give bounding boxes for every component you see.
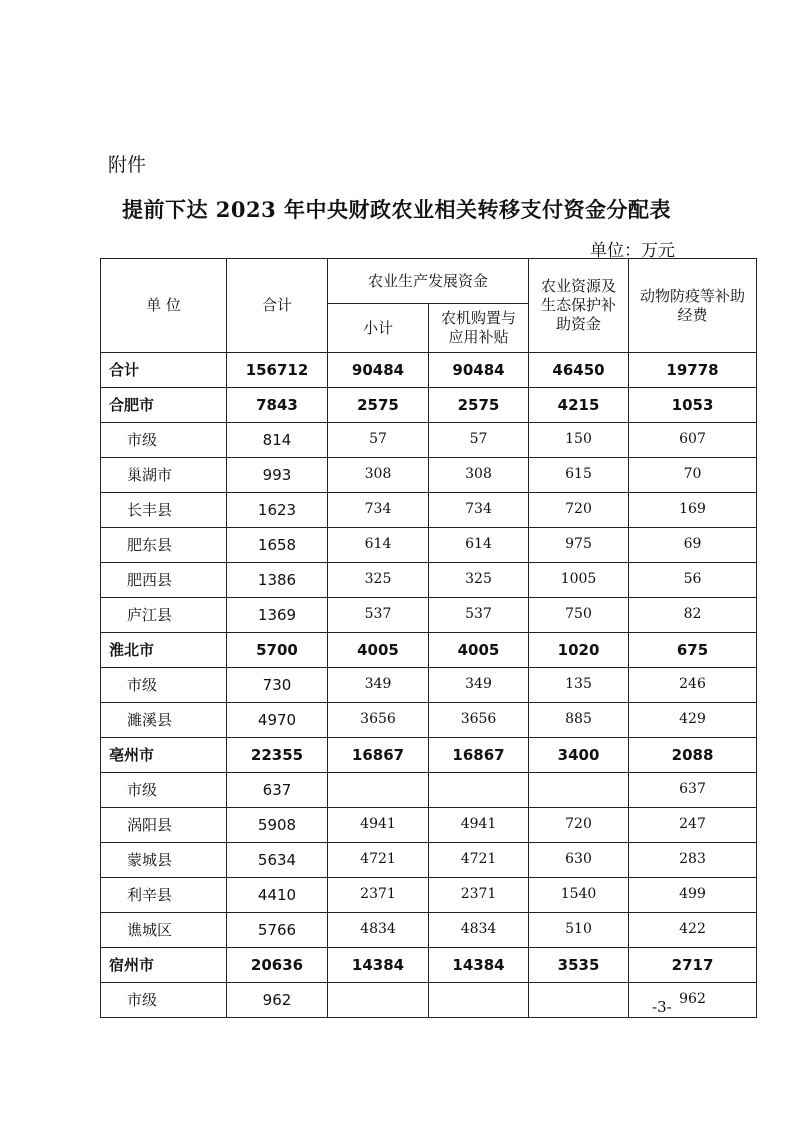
page-number: -3- (652, 998, 672, 1016)
cell-subtotal: 2575 (328, 388, 429, 423)
table-row-total (101, 353, 757, 388)
row-unit-name: 庐江县 (101, 598, 227, 633)
cell-machinery: 734 (429, 493, 529, 528)
header-total: 合计 (227, 259, 328, 353)
cell-animal: 169 (629, 493, 757, 528)
table-row (101, 703, 757, 738)
cell-subtotal: 4721 (328, 843, 429, 878)
cell-machinery: 2575 (429, 388, 529, 423)
header-row-1 (101, 259, 757, 304)
cell-total: 4410 (227, 878, 328, 913)
row-unit-name: 市级 (101, 983, 227, 1018)
cell-resources: 1540 (529, 878, 629, 913)
page-title: 提前下达 2023 年中央财政农业相关转移支付资金分配表 (121, 197, 672, 222)
cell-machinery: 325 (429, 563, 529, 598)
row-unit-name: 蒙城县 (101, 843, 227, 878)
cell-machinery: 537 (429, 598, 529, 633)
table-row-city (101, 738, 757, 773)
cell-resources: 975 (529, 528, 629, 563)
cell-subtotal: 349 (328, 668, 429, 703)
cell-subtotal: 325 (328, 563, 429, 598)
cell-total: 1386 (227, 563, 328, 598)
cell-resources (529, 773, 629, 808)
cell-resources: 4215 (529, 388, 629, 423)
cell-subtotal: 614 (328, 528, 429, 563)
cell-animal: 19778 (629, 353, 757, 388)
cell-subtotal: 3656 (328, 703, 429, 738)
cell-subtotal: 308 (328, 458, 429, 493)
cell-resources: 615 (529, 458, 629, 493)
cell-machinery: 349 (429, 668, 529, 703)
header-subtotal: 小计 (328, 304, 429, 353)
table-row (101, 458, 757, 493)
cell-subtotal (328, 983, 429, 1018)
row-unit-name: 合计 (101, 353, 227, 388)
cell-total: 1369 (227, 598, 328, 633)
cell-machinery: 57 (429, 423, 529, 458)
row-unit-name: 市级 (101, 668, 227, 703)
cell-machinery: 4005 (429, 633, 529, 668)
cell-total: 730 (227, 668, 328, 703)
cell-animal: 637 (629, 773, 757, 808)
cell-total: 993 (227, 458, 328, 493)
cell-resources: 1020 (529, 633, 629, 668)
header-agri-group: 农业生产发展资金 (328, 259, 529, 304)
cell-resources: 630 (529, 843, 629, 878)
row-unit-name: 市级 (101, 423, 227, 458)
cell-machinery: 4834 (429, 913, 529, 948)
table-row (101, 843, 757, 878)
row-unit-name: 利辛县 (101, 878, 227, 913)
cell-subtotal (328, 773, 429, 808)
cell-subtotal: 734 (328, 493, 429, 528)
cell-machinery: 90484 (429, 353, 529, 388)
cell-resources: 720 (529, 808, 629, 843)
table-row-city (101, 388, 757, 423)
cell-total: 22355 (227, 738, 328, 773)
header-animal: 动物防疫等补助经费 (629, 259, 757, 353)
cell-animal: 675 (629, 633, 757, 668)
table-row (101, 773, 757, 808)
cell-machinery: 16867 (429, 738, 529, 773)
cell-machinery: 308 (429, 458, 529, 493)
cell-total: 7843 (227, 388, 328, 423)
cell-machinery: 4941 (429, 808, 529, 843)
table-row (101, 668, 757, 703)
cell-resources: 135 (529, 668, 629, 703)
table-row-city (101, 633, 757, 668)
row-unit-name: 涡阳县 (101, 808, 227, 843)
cell-machinery: 614 (429, 528, 529, 563)
cell-total: 1658 (227, 528, 328, 563)
cell-resources: 750 (529, 598, 629, 633)
cell-machinery: 14384 (429, 948, 529, 983)
cell-machinery: 2371 (429, 878, 529, 913)
cell-total: 814 (227, 423, 328, 458)
table-row (101, 563, 757, 598)
cell-animal: 422 (629, 913, 757, 948)
allocation-table (100, 258, 757, 1018)
cell-animal: 2088 (629, 738, 757, 773)
row-unit-name: 宿州市 (101, 948, 227, 983)
cell-machinery: 3656 (429, 703, 529, 738)
cell-animal: 56 (629, 563, 757, 598)
cell-animal: 283 (629, 843, 757, 878)
cell-subtotal: 2371 (328, 878, 429, 913)
attachment-label: 附件 (108, 154, 147, 176)
cell-resources: 46450 (529, 353, 629, 388)
cell-animal: 70 (629, 458, 757, 493)
row-unit-name: 肥东县 (101, 528, 227, 563)
cell-total: 5634 (227, 843, 328, 878)
cell-total: 5908 (227, 808, 328, 843)
table-row (101, 878, 757, 913)
cell-machinery (429, 983, 529, 1018)
cell-resources: 720 (529, 493, 629, 528)
cell-total: 5766 (227, 913, 328, 948)
cell-animal: 246 (629, 668, 757, 703)
cell-animal: 962 (629, 983, 757, 1018)
cell-total: 637 (227, 773, 328, 808)
cell-animal: 1053 (629, 388, 757, 423)
cell-total: 5700 (227, 633, 328, 668)
row-unit-name: 长丰县 (101, 493, 227, 528)
cell-resources: 885 (529, 703, 629, 738)
cell-resources: 1005 (529, 563, 629, 598)
table-row (101, 528, 757, 563)
cell-animal: 82 (629, 598, 757, 633)
header-resources: 农业资源及生态保护补助资金 (529, 259, 629, 353)
cell-subtotal: 90484 (328, 353, 429, 388)
table-row (101, 913, 757, 948)
cell-subtotal: 4005 (328, 633, 429, 668)
table-row (101, 493, 757, 528)
row-unit-name: 亳州市 (101, 738, 227, 773)
cell-subtotal: 57 (328, 423, 429, 458)
cell-animal: 499 (629, 878, 757, 913)
cell-animal: 69 (629, 528, 757, 563)
cell-subtotal: 14384 (328, 948, 429, 983)
row-unit-name: 肥西县 (101, 563, 227, 598)
row-unit-name: 巢湖市 (101, 458, 227, 493)
row-unit-name: 淮北市 (101, 633, 227, 668)
cell-animal: 429 (629, 703, 757, 738)
row-unit-name: 濉溪县 (101, 703, 227, 738)
cell-resources: 150 (529, 423, 629, 458)
row-unit-name: 谯城区 (101, 913, 227, 948)
cell-total: 1623 (227, 493, 328, 528)
cell-total: 4970 (227, 703, 328, 738)
cell-subtotal: 537 (328, 598, 429, 633)
table-row (101, 598, 757, 633)
table-row (101, 808, 757, 843)
cell-animal: 2717 (629, 948, 757, 983)
table-row-city (101, 948, 757, 983)
cell-animal: 247 (629, 808, 757, 843)
row-unit-name: 合肥市 (101, 388, 227, 423)
cell-resources: 510 (529, 913, 629, 948)
table-row (101, 423, 757, 458)
cell-animal: 607 (629, 423, 757, 458)
cell-subtotal: 4834 (328, 913, 429, 948)
unit-label: 单位：万元 (590, 241, 675, 261)
header-unit: 单 位 (101, 259, 227, 353)
cell-total: 962 (227, 983, 328, 1018)
cell-resources: 3400 (529, 738, 629, 773)
cell-subtotal: 16867 (328, 738, 429, 773)
cell-total: 156712 (227, 353, 328, 388)
cell-resources: 3535 (529, 948, 629, 983)
header-machinery: 农机购置与应用补贴 (429, 304, 529, 353)
cell-total: 20636 (227, 948, 328, 983)
cell-resources (529, 983, 629, 1018)
row-unit-name: 市级 (101, 773, 227, 808)
cell-subtotal: 4941 (328, 808, 429, 843)
cell-machinery (429, 773, 529, 808)
cell-machinery: 4721 (429, 843, 529, 878)
